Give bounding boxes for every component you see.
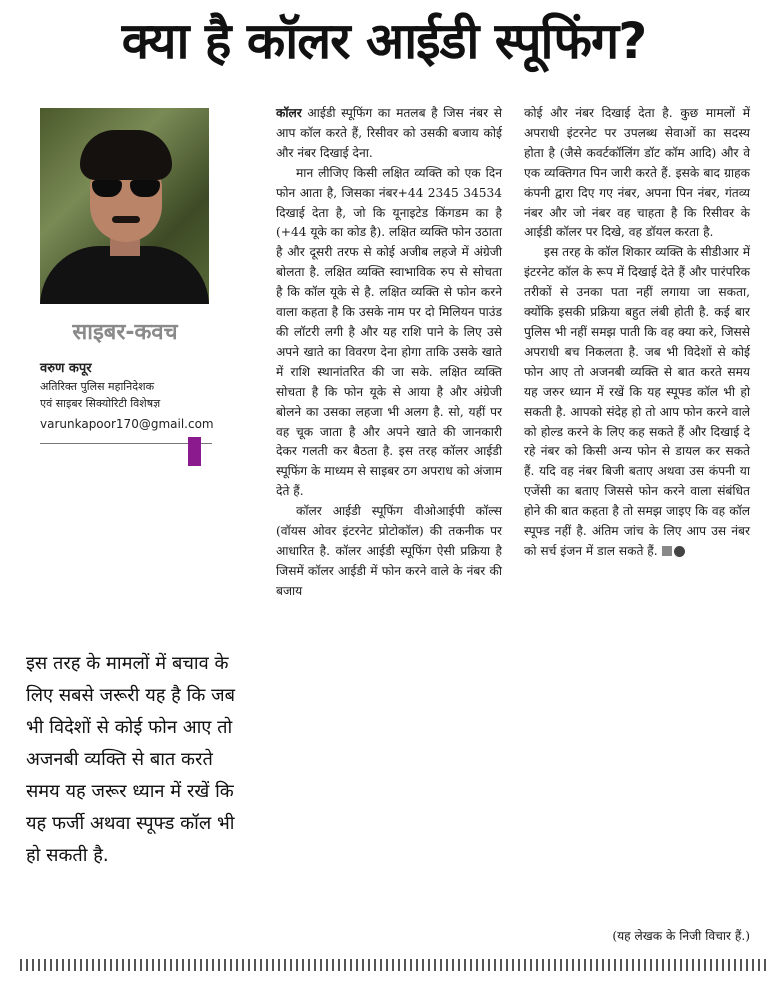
author-name: वरुण कपूर [40,361,92,376]
article-paragraph-1 [276,104,502,164]
column-label: साइबर-कवच [72,320,178,345]
accent-bar [188,437,201,466]
author-block [40,360,220,434]
pull-quote: इस तरह के मामलों में बचाव के लिए सबसे जरूरी यह है कि जब भी विदेशों से कोई फोन आए तो अजनबी व्यक्ति से बात करते समय यह जरूर ध्यान में रखें कि यह फर्जी अथवा स्पूफ्ड कॉल भी हो सकती है. [26,653,235,866]
article-paragraph-3-cont: कोई और नंबर दिखाई देता है. कुछ मामलों में अपराधी इंटरनेट पर उपलब्ध सेवाओं का सदस्य होता है (जैसे कवर्टकॉलिंग डॉट कॉम आदि) और वे एक व्यक्तिगत पिन जारी करते हैं. इसके बाद ग्राहक कंपनी द्वारा दिए गए नंबर, अपना पिन नंबर, गंतव्य नंबर और जो नंबर वह चाहता है कि रिसीवर के आईडी कॉलर पर दिखे, वह डॉयल करता है. [524,106,750,240]
author-role-2: एवं साइबर सिक्योरिटी विशेषज्ञ [40,397,161,410]
author-email[interactable]: varunkapoor170@gmail.com [40,417,214,431]
paragraph-4-text: इस तरह के कॉल शिकार व्यक्ति के सीडीआर में इंटरनेट कॉल के रूप में दिखाई देते हैं और पारंपरिक तरीकों से उनका पता नहीं लगाया जा सकता, क्योंकि इसकी प्रक्रिया बहुत लंबी होती है. कई बार पुलिस भी नहीं समझ पाती कि वह क्या करे, जिससे अपराधी बच निकलता है. जब भी विदेशों से कोई फोन आए तो अजनबी व्यक्ति से बात करते समय यह जरुर ध्यान में रखें कि यह स्पूफ्ड कॉल भी हो सकती है. आपको संदेह हो तो आप फोन करने वाले को होल्ड करने के लिए कह सकते हैं और दिखाई दे रहे नंबर को किसी अन्य फोन से डायल कर सकते हैं. यदि वह नंबर बिजी बताए अथवा उस कंपनी या एजेंसी का बताए जिससे फोन करने वाला संबंधित होने की बात कहता है तो समझ जाइए कि वह कॉल स्पूफ्ड नहीं है. अंतिम जांच के लिए आप उस नंबर को सर्च इंजन में डाल सकते हैं. [524,245,750,558]
headline: क्या है कॉलर आईडी स्पूफिंग? [121,12,647,70]
article-paragraph-3: कॉलर आईडी स्पूफिंग वीओआईपी कॉल्स (वॉयस ओवर इंटरनेट प्रोटोकॉल) की तकनीक पर आधारित है. कॉलर आईडी स्पूफिंग ऐसी प्रक्रिया है जिसमें कॉलर आईडी में फोन करने वाले के नंबर की बजाय [276,504,502,598]
end-square-icon [662,546,672,556]
disclaimer: (यह लेखक के निजी विचार हैं.) [612,929,750,943]
article-paragraph-4 [524,243,750,562]
author-divider [40,443,212,444]
article-column-2 [524,104,750,562]
bottom-divider [20,959,768,971]
author-photo [40,108,209,304]
end-dot-icon [674,546,685,557]
lead-text: आईडी स्पूफिंग का मतलब है जिस नंबर से आप कॉल करते हैं, रिसीवर को उसकी बजाय कोई और नंबर दिखाई देना. [276,106,502,160]
lead-word: कॉलर [276,106,302,120]
author-role-1: अतिरिक्त पुलिस महानिदेशक [40,380,155,393]
article-column-1 [276,104,502,602]
article-paragraph-2: मान लीजिए किसी लक्षित व्यक्ति को एक दिन फोन आता है, जिसका नंबर+44 2345 34534 दिखाई देता है, जो कि यूनाइटेड किंगडम का है (+44 यूके का कोड है). लक्षित व्यक्ति फोन उठाता है और दूसरी तरफ से कोई अजीब लहजे में अंग्रेजी बोलता है. लक्षित व्यक्ति स्वाभाविक रुप से सोचता है कि कॉल यूके से है. लक्षित व्यक्ति से फोन करने वाला कहता है कि उसके नाम पर दो मिलियन पाउंड की लॉटरी लगी है और यह राशि पाने के लिए उसे अपने खाते का विवरण देना होगा ताकि उसके खाते में राशि स्थानांतरित की जा सके. लक्षित व्यक्ति सोचता है कि फोन यूके से आया है और अंग्रेजी बोलने का उसका लहजा भी अलग है. सो, यहीं पर वह चूक जाता है और अपने खाते की जानकारी देकर गलती कर बैठता है. इस तरह कॉलर आईडी स्पूफिंग के माध्यम से साइबर ठग अपराध को अंजाम देते हैं. [276,165,502,499]
